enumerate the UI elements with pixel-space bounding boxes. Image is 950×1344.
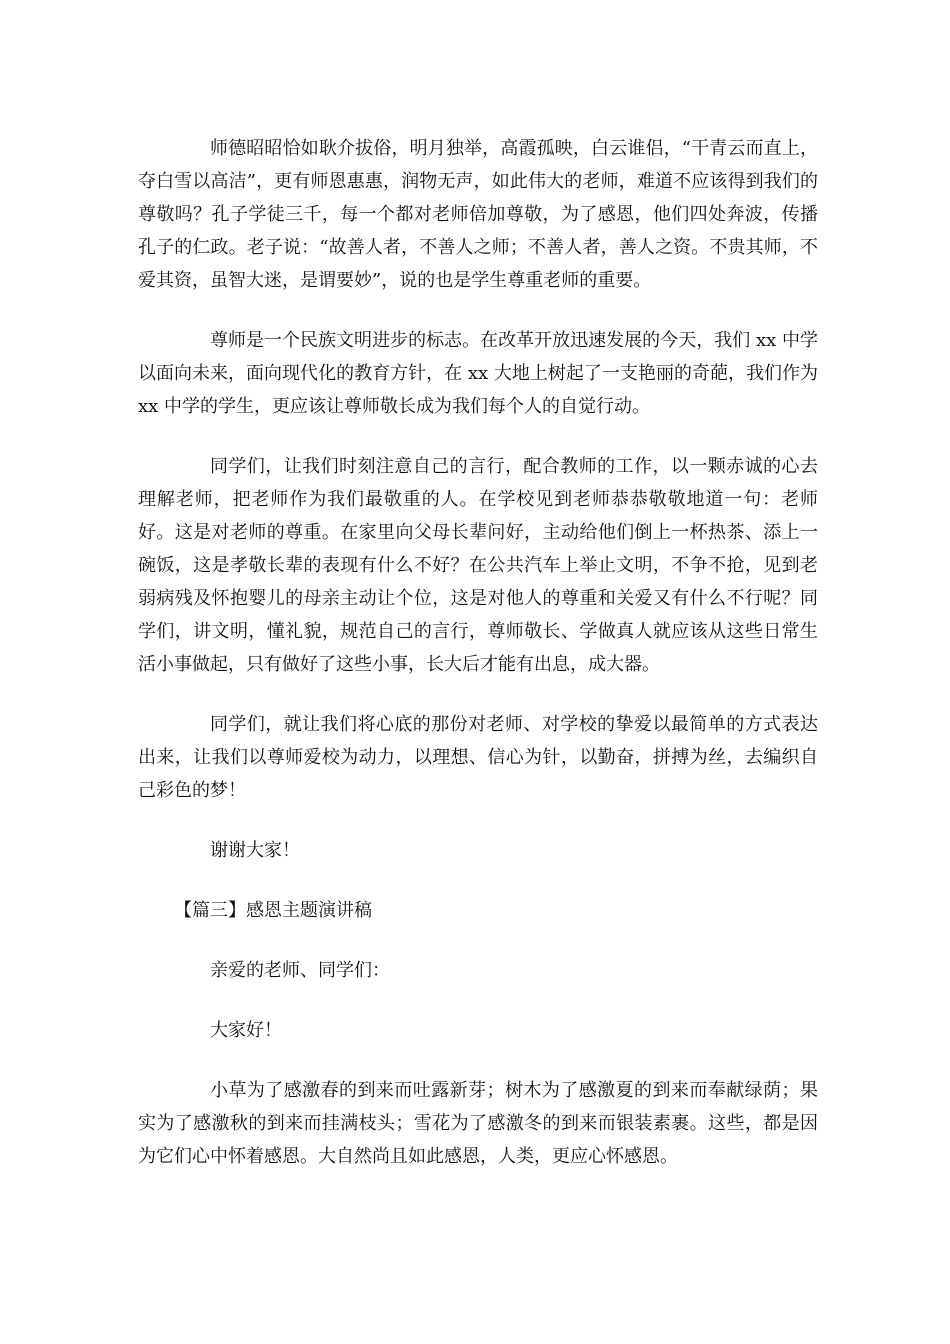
paragraph-nature-gratitude: 小草为了感激春的到来而吐露新芽；树木为了感激夏的到来而奉献绿荫；果实为了感激秋的到来而挂满枝头；雪花为了感激冬的到来而银装素裹。这些，都是因为它们心中怀着感恩。大自然尚且如此感恩，人类，更应心怀感恩。 (138, 1080, 818, 1167)
section-heading-part-three: 【篇三】感恩主题演讲稿 (174, 900, 372, 921)
paragraph-greeting: 大家好！ (210, 1020, 282, 1041)
paragraph-express-love: 同学们，就让我们将心底的那份对老师、对学校的挚爱以最简单的方式表达出来，让我们以尊师爱校为动力，以理想、信心为针，以勤奋，拼搏为丝，去编织自己彩色的梦！ (138, 714, 818, 801)
paragraph-thanks: 谢谢大家！ (210, 840, 300, 861)
paragraph-classmates-conduct: 同学们，让我们时刻注意自己的言行，配合教师的工作，以一颗赤诚的心去理解老师，把老师作为我们最敬重的人。在学校见到老师恭恭敬敬地道一句：老师好。这是对老师的尊重。在家里向父母长辈问好，主动给他们倒上一杯热茶、添上一碗饭，这是孝敬长辈的表现有什么不好？在公共汽车上举止文明，不争不抢，见到老弱病残及怀抱婴儿的母亲主动让个位，这是对他人的尊重和关爱又有什么不行呢？同学们，讲文明，懂礼貌，规范自己的言行，尊师敬长、学做真人就应该从这些日常生活小事做起，只有做好了这些小事，长大后才能有出息，成大器。 (138, 456, 818, 675)
paragraph-salutation: 亲爱的老师、同学们： (210, 960, 390, 981)
paragraph-respect-civilization: 尊师是一个民族文明进步的标志。在改革开放迅速发展的今天，我们 xx 中学以面向未来，面向现代化的教育方针，在 xx 大地上树起了一支艳丽的奇葩，我们作为 xx 中学的学生，更应该让尊师敬长成为我们每个人的自觉行动。 (138, 330, 818, 417)
paragraph-teacher-virtue: 师德昭昭恰如耿介拔俗，明月独举，高霞孤映，白云谁侣，“干青云而直上，夺白雪以高洁”，更有师恩惠惠，润物无声，如此伟大的老师，难道不应该得到我们的尊敬吗？孔子学徒三千，每一个都对老师倍加尊敬，为了感恩，他们四处奔波，传播孔子的仁政。老子说：“故善人者，不善人之师；不善人者，善人之资。不贵其师，不爱其资，虽智大迷，是谓要妙”，说的也是学生尊重老师的重要。 (138, 138, 818, 291)
document-body (138, 132, 818, 1200)
